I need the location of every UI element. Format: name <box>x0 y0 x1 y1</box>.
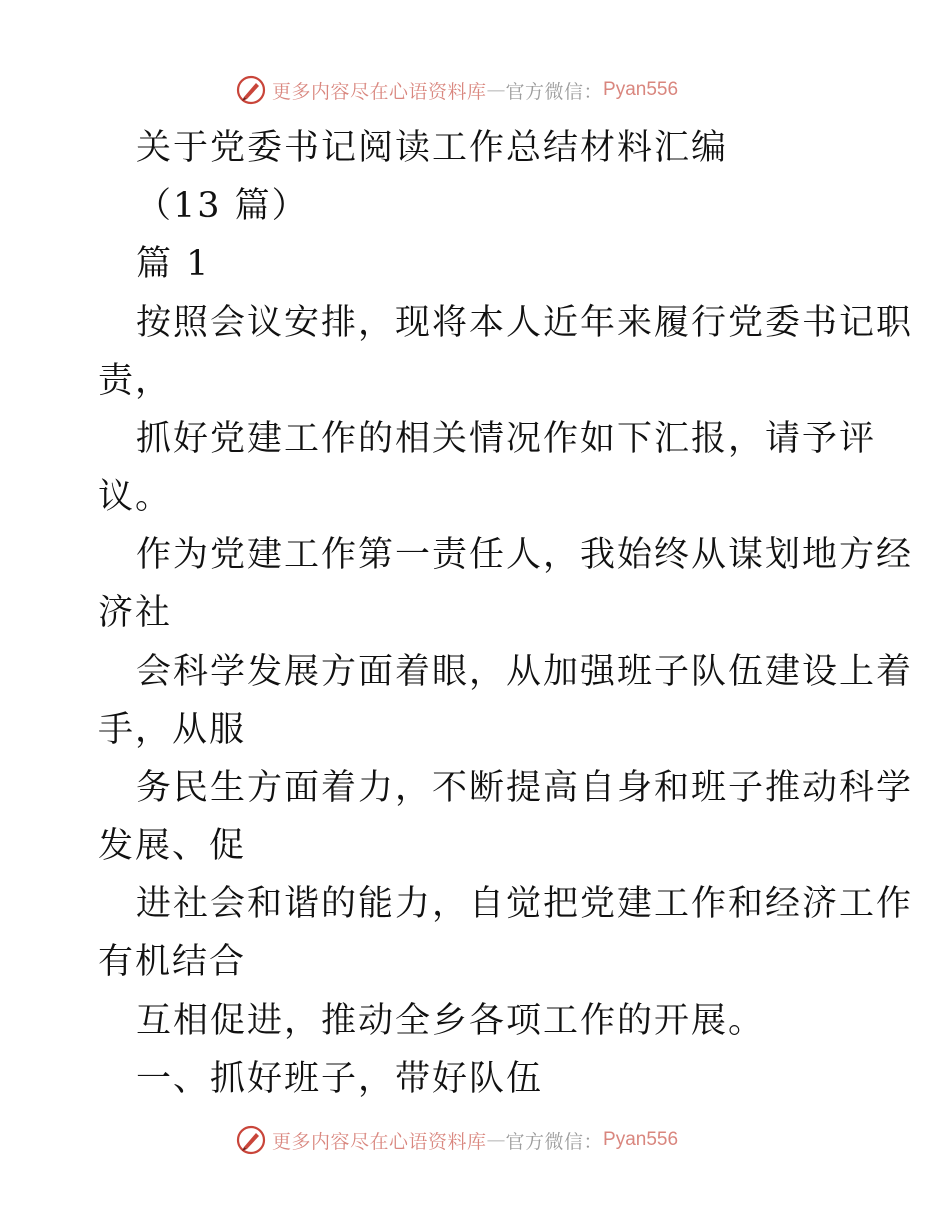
body-line: 作为党建工作第一责任人，我始终从谋划地方经 <box>136 535 914 575</box>
body-line: 按照会议安排，现将本人近年来履行党委书记职 <box>136 303 914 343</box>
body-line: 会科学发展方面着眼，从加强班子队伍建设上着 <box>136 652 914 692</box>
document-title: 关于党委书记阅读工作总结材料汇编 <box>136 128 729 168</box>
pen-logo-icon <box>236 75 266 105</box>
body-line: 议。 <box>98 477 173 517</box>
banner-separator: — <box>486 79 506 101</box>
body-line: 发展、促 <box>98 826 247 866</box>
header-banner <box>236 72 678 108</box>
body-line: 手，从服 <box>98 710 247 750</box>
pen-logo-icon <box>236 1125 266 1155</box>
banner-separator: — <box>486 1129 506 1151</box>
body-line: 抓好党建工作的相关情况作如下汇报，请予评 <box>136 419 877 459</box>
body-line: 责， <box>98 361 173 401</box>
document-subtitle: （13 篇） <box>136 186 309 226</box>
banner-text: 更多内容尽在心语资料库 <box>272 80 487 103</box>
footer-banner <box>236 1122 678 1158</box>
section-heading: 篇 1 <box>136 244 211 284</box>
body-line: 济社 <box>98 593 173 633</box>
banner-wechat-id: Pyan556 <box>603 1129 679 1150</box>
body-line: 互相促进，推动全乡各项工作的开展。 <box>136 1001 766 1041</box>
banner-wechat-label: 官方微信： <box>505 1130 604 1153</box>
banner-wechat-label: 官方微信： <box>505 80 604 103</box>
banner-wechat-id: Pyan556 <box>603 79 679 100</box>
banner-text: 更多内容尽在心语资料库 <box>272 1130 487 1153</box>
body-line: 有机结合 <box>98 942 247 982</box>
body-line: 进社会和谐的能力，自觉把党建工作和经济工作 <box>136 884 914 924</box>
body-line: 务民生方面着力，不断提高自身和班子推动科学 <box>136 768 914 808</box>
subsection-heading: 一、抓好班子，带好队伍 <box>136 1059 544 1099</box>
